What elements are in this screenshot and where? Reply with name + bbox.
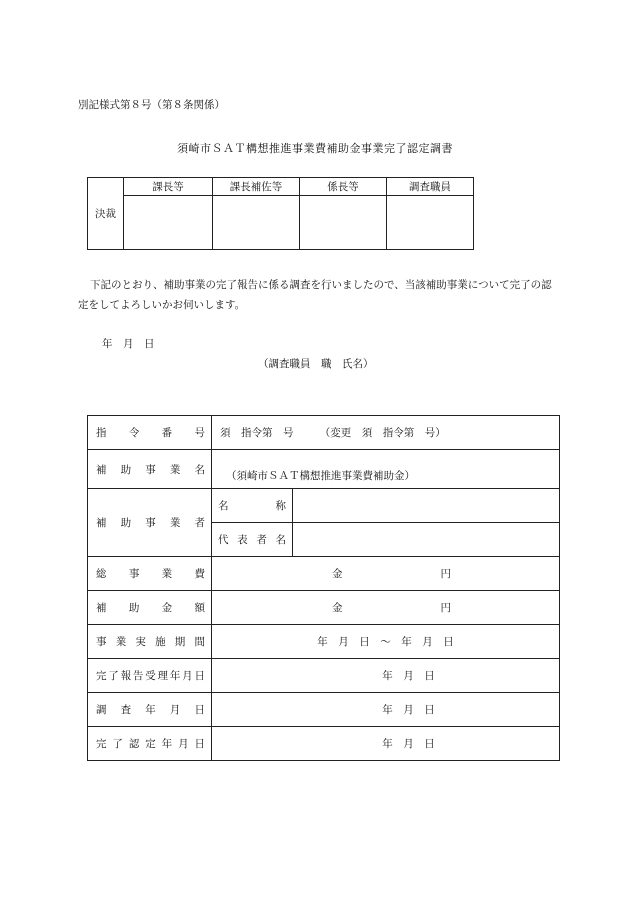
main-table	[87, 415, 560, 761]
operator-name-value[interactable]	[293, 489, 560, 523]
approval-table	[87, 177, 474, 250]
approval-label: 決裁	[88, 178, 124, 250]
table-row	[88, 727, 560, 761]
project-name-value[interactable]: （須崎市ＳＡＴ構想推進事業費補助金）	[212, 450, 560, 489]
operator-label: 補助事業者	[88, 489, 212, 557]
subsidy-amount-value[interactable]	[212, 591, 560, 625]
completion-date-label: 完了認定年月日	[88, 727, 212, 761]
completion-date-value[interactable]: 年 月 日	[212, 727, 560, 761]
body-paragraph: 下記のとおり、補助事業の完了報告に係る調査を行いましたので、当該補助事業について完了の認定をしてよろしいかお伺いします。	[78, 279, 552, 311]
form-identifier: 別記様式第８号（第８条関係）	[78, 99, 225, 111]
report-received-label: 完了報告受理年月日	[88, 659, 212, 693]
approval-stamp-box[interactable]	[213, 196, 300, 250]
table-row	[88, 450, 560, 489]
subsidy-amount-label: 補助金額	[88, 591, 212, 625]
total-cost-currency: 金	[332, 568, 343, 580]
total-cost-value[interactable]	[212, 557, 560, 591]
approval-stamp-box[interactable]	[124, 196, 213, 250]
investigation-date-value[interactable]: 年 月 日	[212, 693, 560, 727]
approval-stamp-box[interactable]	[300, 196, 387, 250]
table-row	[88, 591, 560, 625]
total-cost-unit: 円	[440, 568, 451, 580]
table-row	[88, 416, 560, 450]
project-name-label: 補助事業名	[88, 450, 212, 489]
subsidy-amount-currency: 金	[332, 602, 343, 614]
approval-col-subsection-chief: 係長等	[300, 178, 387, 196]
table-row	[88, 489, 560, 523]
table-row	[88, 557, 560, 591]
date-line: 年 月 日	[102, 338, 155, 350]
period-value[interactable]: 年 月 日 ～ 年 月 日	[212, 625, 560, 659]
total-cost-label: 総事業費	[88, 557, 212, 591]
approval-col-investigator: 調査職員	[387, 178, 474, 196]
table-row	[88, 693, 560, 727]
order-number-value[interactable]: 須 指令第 号 （変更 須 指令第 号）	[212, 416, 560, 450]
operator-rep-value[interactable]	[293, 523, 560, 557]
investigation-date-label: 調査年月日	[88, 693, 212, 727]
period-label: 事業実施期間	[88, 625, 212, 659]
table-row	[88, 625, 560, 659]
report-received-value[interactable]: 年 月 日	[212, 659, 560, 693]
subsidy-amount-unit: 円	[440, 602, 451, 614]
approval-col-assistant-chief: 課長補佐等	[213, 178, 300, 196]
approval-stamp-box[interactable]	[387, 196, 474, 250]
operator-name-label: 名称	[212, 489, 293, 523]
document-title: 須崎市ＳＡＴ構想推進事業費補助金事業完了認定調書	[177, 142, 453, 155]
table-row	[88, 659, 560, 693]
operator-rep-label: 代表者名	[212, 523, 293, 557]
approval-col-section-chief: 課長等	[124, 178, 213, 196]
investigator-line: （調査職員 職 氏名）	[258, 358, 374, 370]
order-number-label: 指令番号	[88, 416, 212, 450]
